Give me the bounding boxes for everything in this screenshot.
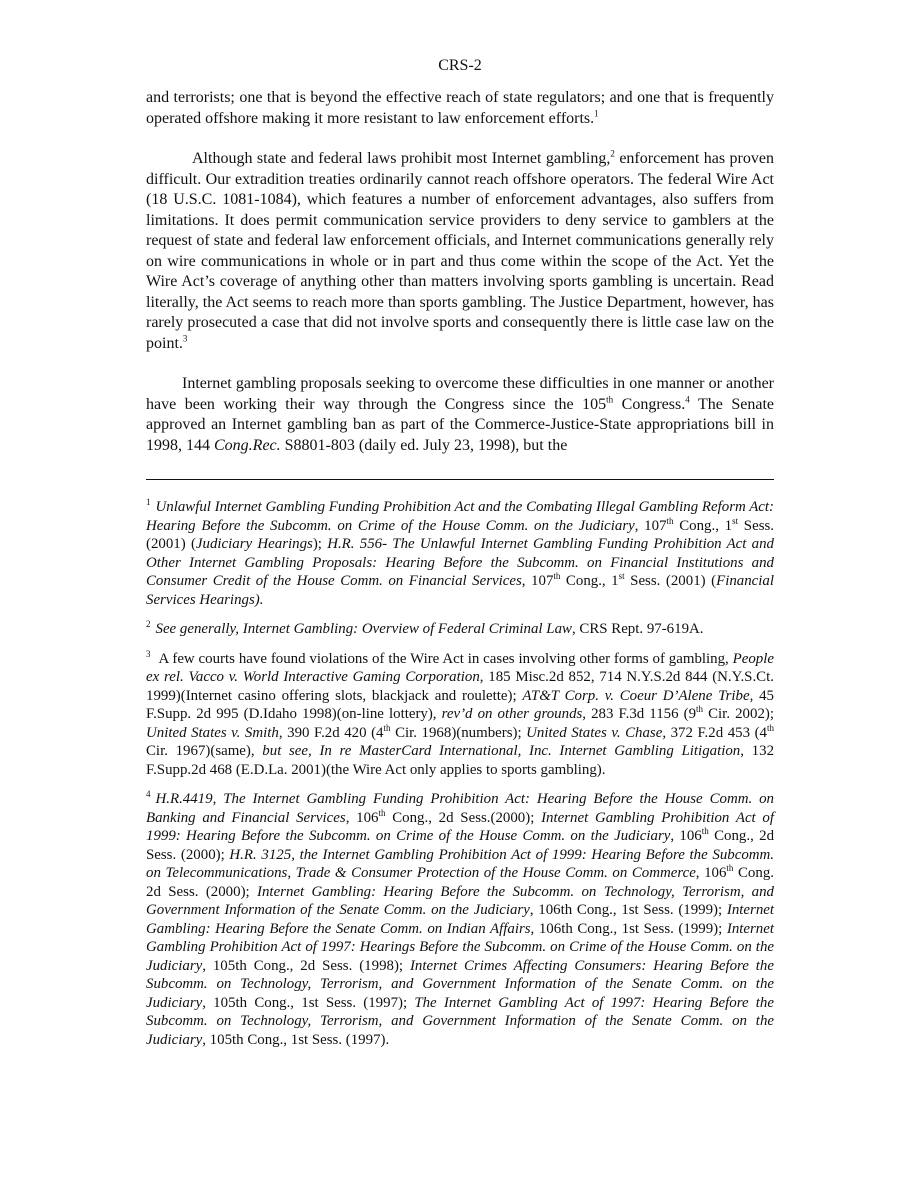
footnote-text: , 132 F.Supp.2d 468 (E.D.La. 2001)(the Wire Act only applies to sports gambling). — [146, 743, 775, 778]
paragraph-text: S8801-803 (daily ed. July 23, 1998), but the — [280, 436, 568, 454]
citation-italic: Unlawful Internet Gambling Funding Prohibition Act and the Combating Illegal Gambling Reform Act: Hearing Before the Subcomm. on Crime of the House Comm. on the Judiciary — [146, 499, 774, 534]
footnote-marker: 4 — [146, 789, 151, 800]
ordinal-suffix: th — [606, 394, 614, 405]
paragraph-text: enforcement has proven difficult. Our extradition treaties ordinarily cannot reach offshore operators. The federal Wire Act (18 U.S.C. 1081-1084), which features a number of enforcement advantages, also suffers from limitations. It does permit communication service providers to deny service to gamblers at the request of state and federal law enforcement officials, and Internet communications generally rely on wire communications in whole or in part and thus come within the scope of the Act. Yet the Wire Act’s coverage of anything other than matters involving sports gambling is uncertain. Read literally, the Act seems to reach more than sports gambling. The Justice Department, however, has rarely prosecuted a case that did not involve sports and consequently there is little case law on the point. — [146, 150, 774, 352]
footnote-text: Cir. 1967)(same), — [146, 743, 263, 759]
citation-italic: United States v. Smith — [146, 724, 279, 741]
paragraph-text: The Senate approved an Internet gambling ban as part of the Commerce-Justice-State appropriations bill in 1998, 144 — [146, 395, 774, 454]
footnote-text: Cong., 2d Sess. (2000); — [146, 828, 775, 863]
ordinal-suffix: th — [553, 571, 561, 582]
citation-italic: H.R.4419, The Internet Gambling Funding Prohibition Act: Hearing Before the House Comm. on Banking and Financial Services — [146, 791, 774, 826]
footnote-text: Sess. (2001) ( — [624, 573, 717, 589]
citation-italic: People ex rel. Vacco v. World Interactive Gaming Corporation — [146, 650, 774, 685]
footnotes — [146, 498, 774, 1049]
footnote-text: Cong. 2d Sess. (2000); — [146, 865, 774, 900]
footnote-text: , 106th Cong., 1st Sess. (1999); — [529, 902, 727, 918]
footnote-text: Cong., 2d Sess.(2000); — [385, 809, 542, 826]
footnote-ref: 2 — [610, 148, 615, 159]
citation-italic: Internet Gambling: Hearing Before the Subcomm. on Technology, Terrorism, and Government Information of the Senate Comm. on the Judiciary — [146, 883, 774, 918]
paragraph-text: and terrorists; one that is beyond the effective reach of state regulators; and one that is frequently operated offshore making it more resistant to law enforcement efforts. — [146, 89, 774, 127]
citation-italic: Internet Crimes Affecting Consumers: Hearing Before the Subcomm. on Technology, Terrorism, and Government Information of the Senate Comm. on the Judiciary — [146, 957, 774, 1011]
footnote-ref: 4 — [685, 394, 690, 405]
citation-italic: Cong.Rec. — [214, 436, 281, 454]
footnote-separator — [146, 479, 774, 480]
citation-italic: AT&T Corp. v. Coeur D’Alene Tribe — [522, 687, 750, 704]
footnote-marker: 2 — [146, 619, 151, 630]
page-header: CRS-2 — [438, 57, 482, 74]
footnote-ref: 1 — [594, 108, 599, 119]
footnote-text: , 106th Cong., 1st Sess. (1999); — [530, 920, 727, 937]
footnote-4 — [146, 790, 774, 1049]
ordinal-suffix: th — [696, 704, 704, 715]
footnote-text: , 372 F.2d 453 (4 — [662, 724, 767, 741]
citation-italic: rev’d on other grounds, — [441, 706, 587, 722]
citation-italic: Internet Gambling Prohibition Act of 1997: Hearings Before the Subcomm. on Crime of the House Comm. on the Judiciary — [146, 920, 774, 974]
citation-italic: United States v. Chase — [526, 724, 663, 741]
footnote-text: Cong., 1 — [673, 517, 733, 534]
citation-italic: H.R. 3125, the Internet Gambling Prohibition Act of 1999: Hearing Before the Subcomm. on Telecommunications, Trade & Consumer Protection of the House Comm. on Commerce — [146, 846, 774, 881]
ordinal-suffix: st — [618, 571, 625, 582]
footnote-marker: 3 — [146, 648, 151, 659]
citation-italic: The Internet Gambling Act of 1997: Hearing Before the Subcomm. on Technology, Terrorism, and Government Information of the Senate Comm. on the Judiciary — [146, 994, 774, 1048]
citation-italic: Internet Gambling: Hearing Before the Senate Comm. on Indian Affairs — [146, 902, 775, 937]
footnote-text: , CRS Rept. 97-619A. — [571, 621, 704, 637]
citation-italic: See generally, Internet Gambling: Overview of Federal Criminal Law — [155, 621, 572, 637]
footnote-text: A few courts have found violations of the Wire Act in cases involving other forms of gambling, — [155, 650, 733, 667]
citation-italic: Financial Services Hearings). — [146, 573, 774, 608]
footnote-2 — [146, 620, 774, 639]
footnote-text: , 106 — [345, 809, 379, 826]
footnote-text: , 185 Misc.2d 852, 714 N.Y.S.2d 844 (N.Y.S.Ct. 1999)(Internet casino offering slots, blackjack and roulette); — [146, 669, 774, 704]
paragraph-2 — [146, 149, 774, 354]
footnote-text: , 106 — [695, 865, 727, 881]
ordinal-suffix: th — [666, 515, 674, 526]
ordinal-suffix: st — [732, 515, 739, 526]
footnote-text: , 105th Cong., 2d Sess. (1998); — [202, 957, 410, 974]
footnote-marker: 1 — [146, 497, 151, 508]
citation-italic: Internet Gambling Prohibition Act of 1999: Hearing Before the Subcomm. on Crime of the House Comm. on the Judiciary — [146, 809, 775, 844]
footnote-text: Cir. 2002); — [703, 706, 774, 722]
document-page — [146, 56, 774, 1049]
footnote-text: ); — [312, 536, 328, 552]
footnote-text: 283 F.3d 1156 (9 — [586, 706, 697, 722]
citation-italic: H.R. 556- The Unlawful Internet Gambling Funding Prohibition Act and Other Internet Gambling Proposals: Hearing Before the Subcomm. on Financial Institutions and Consumer Credit of the House Comm. on Financial Services — [146, 536, 775, 589]
footnote-ref: 3 — [182, 333, 188, 344]
footnote-text: Cir. 1968)(numbers); — [390, 724, 527, 741]
paragraph-3 — [146, 374, 774, 456]
paragraph-text: Although state and federal laws prohibit most Internet gambling, — [192, 150, 611, 167]
ordinal-suffix: th — [383, 722, 391, 733]
paragraph-text: Congress. — [613, 395, 686, 413]
ordinal-suffix: th — [726, 863, 734, 874]
footnote-text: , 106 — [670, 828, 702, 844]
ordinal-suffix: th — [766, 722, 774, 733]
citation-italic: but see, In re MasterCard International, Inc. Internet Gambling Litigation — [262, 743, 741, 759]
body-text — [146, 88, 774, 456]
footnote-text: Cong., 1 — [560, 573, 619, 589]
footnote-text: , 105th Cong., 1st Sess. (1997); — [202, 994, 415, 1011]
footnote-text: , 390 F.2d 420 (4 — [278, 724, 384, 741]
ordinal-suffix: th — [378, 807, 386, 818]
citation-italic: Judiciary Hearings — [195, 536, 313, 552]
footnote-text: , 107 — [521, 573, 554, 589]
paragraph-text: Internet gambling proposals seeking to overcome these difficulties in one manner or another have been working their way through the Congress since the 105 — [146, 375, 774, 413]
footnote-text: Sess. (2001) ( — [146, 517, 775, 552]
footnote-1 — [146, 498, 774, 609]
footnote-text: , 45 F.Supp. 2d 995 (D.Idaho 1998)(on-line lottery), — [146, 687, 774, 722]
ordinal-suffix: th — [701, 826, 709, 837]
footnote-3 — [146, 650, 774, 780]
paragraph-1 — [146, 88, 774, 129]
footnote-text: , 105th Cong., 1st Sess. (1997). — [202, 1031, 390, 1048]
footnote-text: , 107 — [634, 517, 667, 534]
